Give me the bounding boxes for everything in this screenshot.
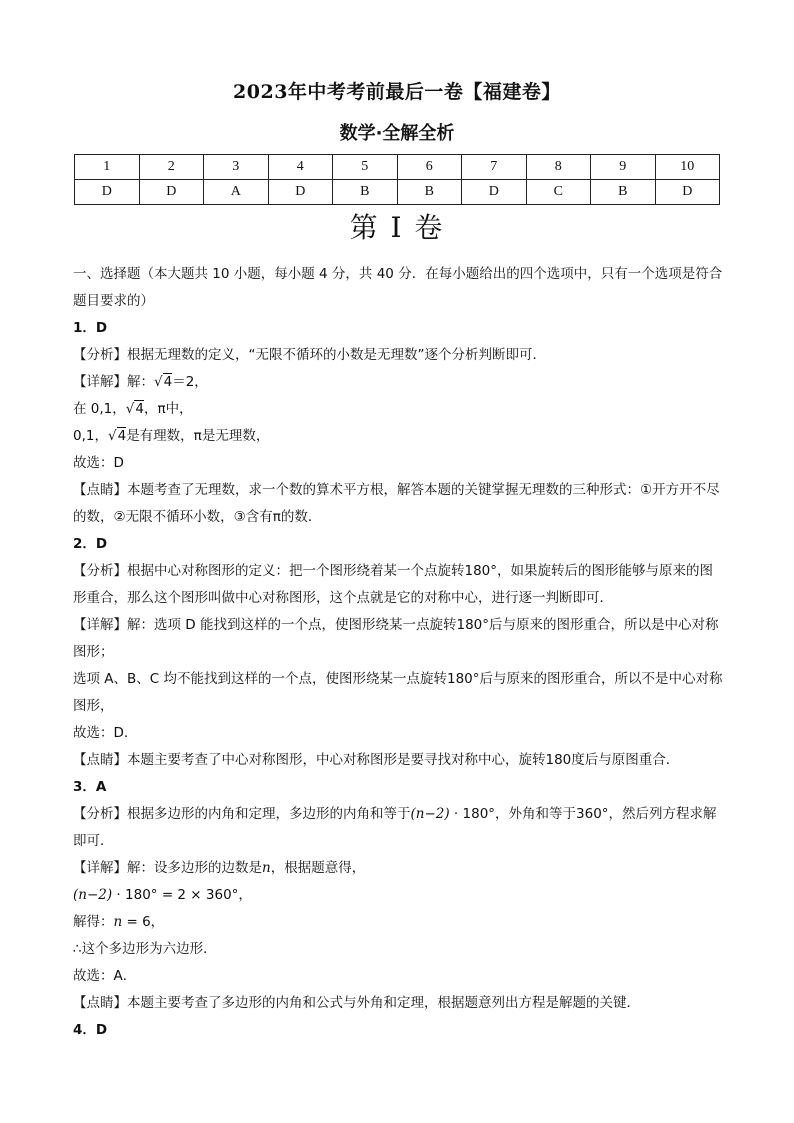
detail-text: 【详解】解：设多边形的边数是 xyxy=(73,860,262,876)
math-expression: (n−2) xyxy=(73,887,113,903)
answer-cell: D xyxy=(462,180,527,205)
detail-text: ＝2， xyxy=(172,374,208,390)
math-variable: n xyxy=(262,860,271,876)
section-title: 第 I 卷 xyxy=(349,211,445,244)
answer-cell: D xyxy=(268,180,333,205)
detail-text: 0,1， xyxy=(73,428,108,444)
question-heading: 4．D xyxy=(73,1022,108,1038)
detail-paragraph xyxy=(73,423,723,450)
analysis-text: 【分析】根据多边形的内角和定理，多边形的内角和等于 xyxy=(73,806,411,822)
question-heading: 3．A xyxy=(73,779,107,795)
answer-cell: C xyxy=(526,180,591,205)
answer-table-answer-row xyxy=(75,180,720,205)
answer-table-number-row xyxy=(75,155,720,180)
equation-line xyxy=(73,882,723,909)
analysis-paragraph: 【分析】根据中心对称图形的定义：把一个图形绕着某一个点旋转180°，如果旋转后的图形能够与原来的图形重合，那么这个图形叫做中心对称图形，这个点就是它的对称中心，进行逐一判断即可． xyxy=(73,563,714,606)
question-number-cell: 7 xyxy=(462,155,527,180)
question-number-cell: 4 xyxy=(268,155,333,180)
question-number-cell: 9 xyxy=(591,155,656,180)
sqrt-symbol: √ xyxy=(154,374,163,390)
detail-text: ，根据题意得， xyxy=(270,860,366,876)
page-title: 2023年中考考前最后一卷【福建卷】 xyxy=(233,81,561,103)
detail-text: 在 0,1， xyxy=(73,401,126,417)
detail-paragraph: 选项 A、B、C 均不能找到这样的一个点，使图形绕某一点旋转180°后与原来的图形重合，所以不是中心对称图形， xyxy=(73,671,723,714)
question-number-cell: 10 xyxy=(655,155,720,180)
answer-cell: D xyxy=(75,180,140,205)
choice-paragraph: 故选：A． xyxy=(73,968,137,984)
analysis-text: · 180°，外角和等于360°，然后列方程求解即可． xyxy=(73,806,717,849)
section-intro: 一、选择题（本大题共 10 小题，每小题 4 分，共 40 分．在每小题给出的四个选项中，只有一个选项是符合题目要求的） xyxy=(73,266,723,309)
sqrt-radicand: 4 xyxy=(135,401,144,417)
detail-paragraph xyxy=(73,855,723,882)
equation-text: = 6， xyxy=(122,914,165,930)
question-number-cell: 5 xyxy=(333,155,398,180)
comment-paragraph: 【点睛】本题主要考查了中心对称图形，中心对称图形是要寻找对称中心，旋转180度后与原图重合． xyxy=(73,752,680,768)
question-number-cell: 2 xyxy=(139,155,204,180)
sqrt-symbol: √ xyxy=(125,401,135,417)
detail-text: ，π中， xyxy=(143,401,193,417)
answer-cell: D xyxy=(139,180,204,205)
question-number-cell: 3 xyxy=(204,155,269,180)
choice-paragraph: 故选：D xyxy=(73,455,124,471)
solutions-body xyxy=(73,261,723,1044)
comment-paragraph: 【点睛】本题考查了无理数，求一个数的算术平方根，解答本题的关键掌握无理数的三种形式：①开方开不尽的数，②无限不循环小数，③含有π的数． xyxy=(73,482,720,525)
question-number-cell: 8 xyxy=(526,155,591,180)
equation-text: 解得： xyxy=(73,914,114,930)
math-variable: n xyxy=(113,914,123,930)
sqrt-radicand: 4 xyxy=(163,374,173,390)
detail-paragraph xyxy=(73,396,723,423)
question-heading: 2．D xyxy=(73,536,108,552)
page-subtitle: 数学·全解全析 xyxy=(339,123,455,144)
analysis-paragraph: 【分析】根据无理数的定义，“无限不循环的小数是无理数”逐个分析判断即可． xyxy=(73,347,546,363)
question-number-cell: 1 xyxy=(75,155,140,180)
choice-paragraph: 故选：D． xyxy=(73,725,138,741)
detail-paragraph xyxy=(73,369,723,396)
math-expression: (n−2) xyxy=(410,806,450,822)
detail-paragraph: 【详解】解：选项 D 能找到这样的一个点，使图形绕某一点旋转180°后与原来的图形重合，所以是中心对称图形； xyxy=(73,617,719,660)
question-heading: 1．D xyxy=(73,320,108,336)
equation-text: · 180° = 2 × 360°， xyxy=(112,887,252,903)
sqrt-radicand: 4 xyxy=(117,428,127,444)
answer-table xyxy=(74,154,720,205)
answer-cell: B xyxy=(333,180,398,205)
equation-line xyxy=(73,909,723,936)
answer-cell: B xyxy=(397,180,462,205)
answer-cell: B xyxy=(591,180,656,205)
conclusion-line: ∴这个多边形为六边形． xyxy=(73,941,217,957)
answer-cell: A xyxy=(204,180,269,205)
detail-label: 【详解】解： xyxy=(73,374,154,390)
question-number-cell: 6 xyxy=(397,155,462,180)
sqrt-symbol: √ xyxy=(107,428,117,444)
analysis-paragraph xyxy=(73,801,723,855)
comment-paragraph: 【点睛】本题主要考查了多边形的内角和公式与外角和定理，根据题意列出方程是解题的关键． xyxy=(73,995,640,1011)
detail-text: 是有理数，π是无理数， xyxy=(126,428,270,444)
answer-cell: D xyxy=(655,180,720,205)
